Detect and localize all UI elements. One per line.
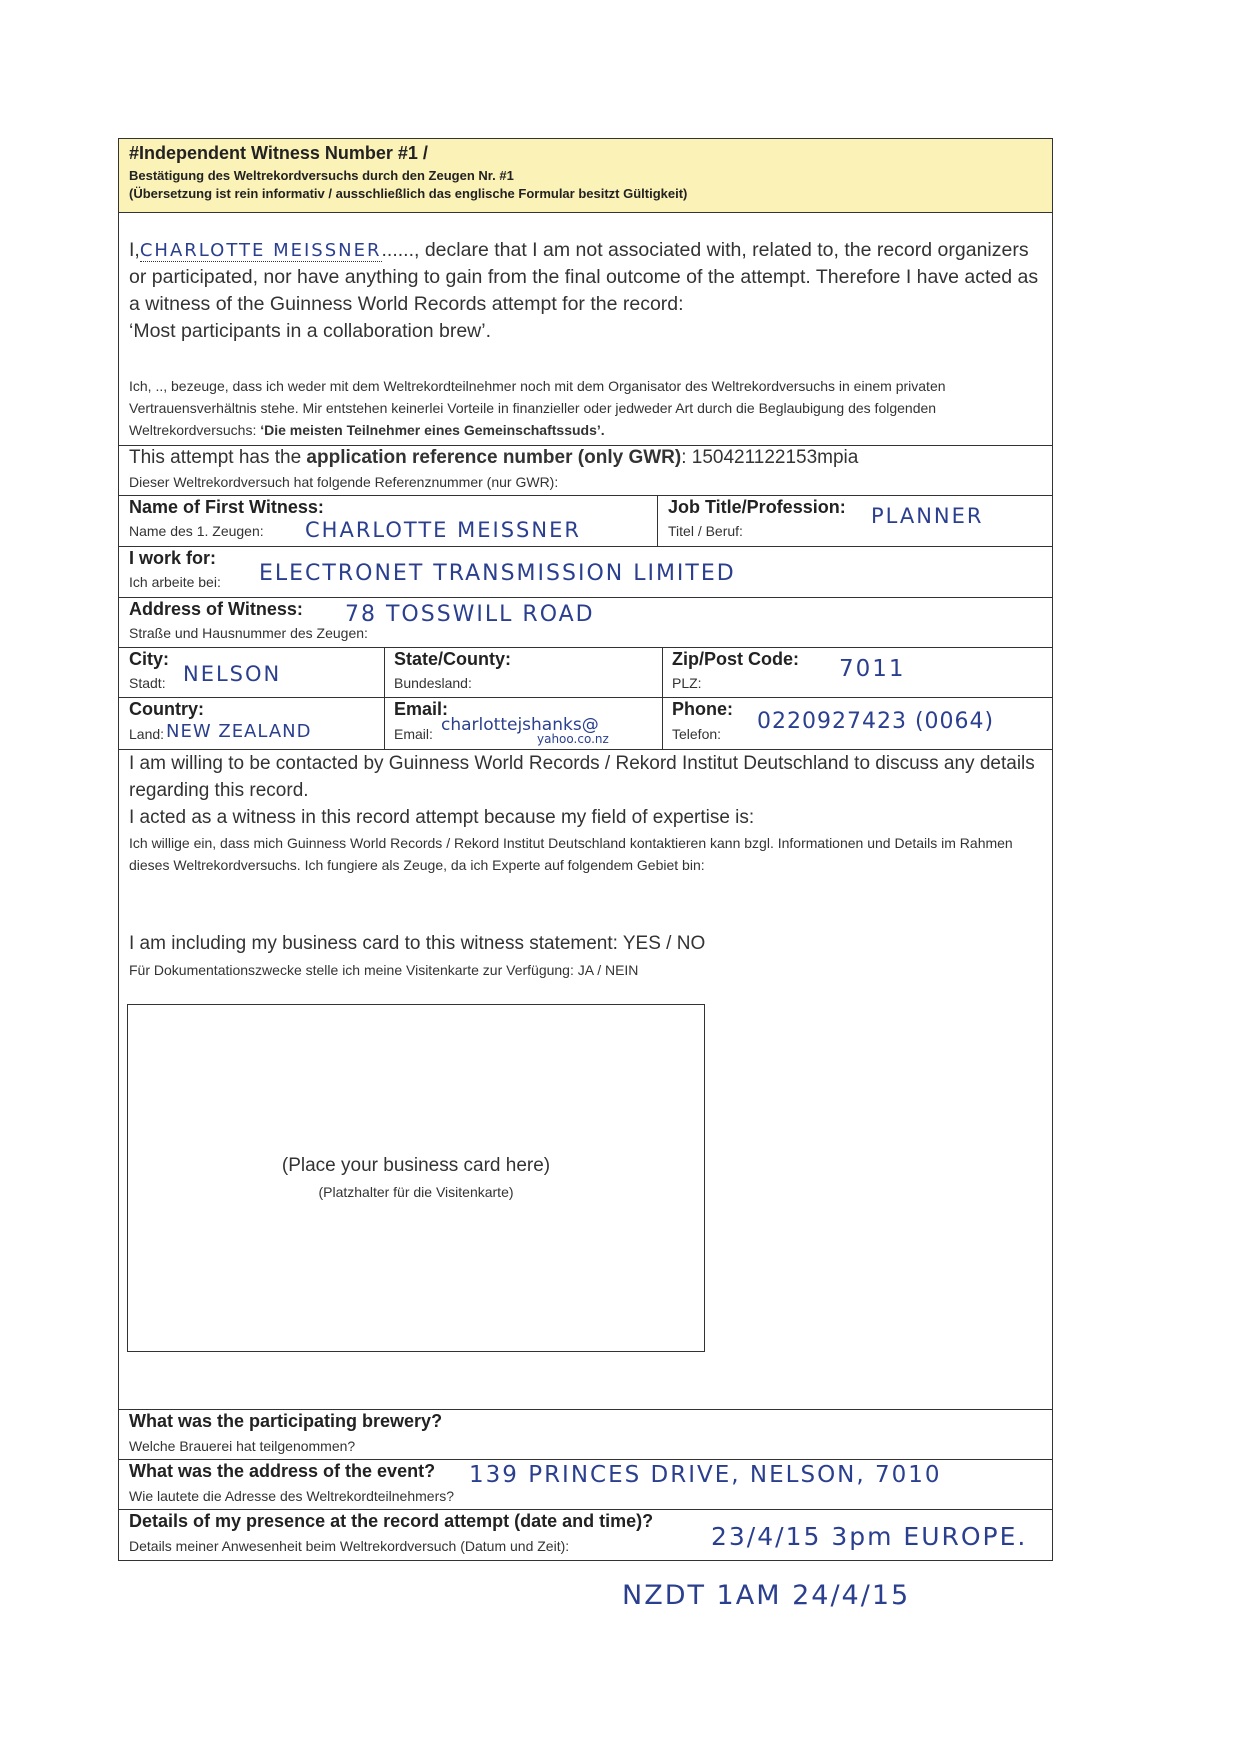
business-card-question-de: Für Dokumentationszwecke stelle ich meine Visitenkarte zur Verfügung: JA / NEIN bbox=[129, 962, 639, 978]
expertise-text: I acted as a witness in this record attempt because my field of expertise is: bbox=[129, 807, 755, 828]
reference-label bbox=[129, 447, 858, 469]
witness-name-label-de: Name des 1. Zeugen: bbox=[129, 523, 264, 539]
business-card-placeholder-text-de: (Platzhalter für die Visitenkarte) bbox=[318, 1184, 514, 1200]
city-value[interactable]: NELSON bbox=[183, 662, 282, 686]
declaration-witness-name[interactable]: CHARLOTTE MEISSNER bbox=[139, 240, 382, 261]
witness-address-value[interactable]: 78 TOSSWILL ROAD bbox=[345, 602, 595, 627]
contact-text-en bbox=[129, 750, 1040, 831]
declaration-text-en bbox=[129, 237, 1040, 345]
business-card-placeholder-text: (Place your business card here) bbox=[281, 1155, 551, 1176]
employer-label-de: Ich arbeite bei: bbox=[129, 574, 221, 590]
brewery-row bbox=[119, 1410, 1052, 1460]
presence-details-label-de: Details meiner Anwesenheit beim Weltrekordversuch (Datum und Zeit): bbox=[129, 1538, 570, 1554]
form-title: #Independent Witness Number #1 / bbox=[129, 143, 428, 163]
zip-value[interactable]: 7011 bbox=[839, 656, 906, 682]
country-label-de: Land: bbox=[129, 726, 165, 742]
record-name-de: ‘Die meisten Teilnehmer eines Gemeinschaftssuds’. bbox=[260, 422, 605, 438]
business-card-placeholder[interactable] bbox=[127, 1004, 705, 1352]
witness-address-label-de: Straße und Hausnummer des Zeugen: bbox=[129, 625, 368, 641]
form-subtitle-de: Bestätigung des Weltrekordversuchs durch den Zeugen Nr. #1 bbox=[129, 168, 514, 183]
contact-consent-text: I am willing to be contacted by Guinness World Records / Rekord Institut Deutschland to discuss any details regarding this record. bbox=[129, 753, 1035, 801]
reference-number[interactable]: 150421122153mpia bbox=[691, 447, 859, 468]
brewery-label-de: Welche Brauerei hat teilgenommen? bbox=[129, 1438, 356, 1454]
form-header bbox=[119, 139, 1052, 213]
divider bbox=[384, 648, 385, 697]
declaration-body-de: Ich, .., bezeuge, dass ich weder mit dem Weltrekordteilnehmer noch mit dem Organisator des Weltrekordversuchs in einem privaten Vertrauensverhältnis stehe. Mir entstehen keinerlei Vorteile in finanzieller oder jedweder Art durch die Beglaubigung des folgenden Weltrekordversuchs: bbox=[129, 378, 946, 438]
zip-label-de: PLZ: bbox=[672, 675, 702, 691]
job-title-label-de: Titel / Beruf: bbox=[668, 523, 743, 539]
state-label-de: Bundesland: bbox=[394, 675, 472, 691]
country-row bbox=[119, 698, 1052, 750]
brewery-label: What was the participating brewery? bbox=[129, 1411, 443, 1431]
event-address-value[interactable]: 139 PRINCES DRIVE, NELSON, 7010 bbox=[469, 1462, 942, 1488]
email-value[interactable]: charlottejshanks@ bbox=[441, 715, 599, 735]
job-title-label: Job Title/Profession: bbox=[668, 497, 846, 517]
presence-details-label: Details of my presence at the record attempt (date and time)? bbox=[129, 1511, 654, 1531]
business-card-question[interactable]: I am including my business card to this witness statement: YES / NO bbox=[129, 933, 706, 954]
declaration-text-de bbox=[129, 375, 1040, 441]
reference-label-end: : bbox=[681, 447, 692, 468]
reference-row bbox=[119, 446, 1052, 496]
country-label: Country: bbox=[129, 699, 204, 719]
reference-label-start: This attempt has the bbox=[129, 447, 307, 468]
city-row bbox=[119, 648, 1052, 698]
event-address-row bbox=[119, 1460, 1052, 1510]
city-label-de: Stadt: bbox=[129, 675, 166, 691]
employer-value[interactable]: ELECTRONET TRANSMISSION LIMITED bbox=[259, 561, 736, 586]
witness-address-row bbox=[119, 598, 1052, 648]
reference-label-de: Dieser Weltrekordversuch hat folgende Referenznummer (nur GWR): bbox=[129, 474, 559, 490]
presence-details-value-continued[interactable]: NZDT 1AM 24/4/15 bbox=[622, 1580, 911, 1611]
reference-label-bold: application reference number (only GWR) bbox=[306, 447, 682, 468]
phone-label: Phone: bbox=[672, 699, 733, 719]
declaration-prefix: I, bbox=[129, 239, 140, 261]
phone-value[interactable]: 0220927423 (0064) bbox=[757, 709, 995, 734]
declaration-body: ......, declare that I am not associated with, related to, the record organizers or participated, nor have anything to gain from the final outcome of the attempt. Therefore I have acted as a witness of the Guinness World Records attempt for the record: bbox=[129, 239, 1039, 315]
witness-name-value[interactable]: CHARLOTTE MEISSNER bbox=[305, 518, 581, 542]
state-label: State/County: bbox=[394, 649, 511, 669]
presence-details-value[interactable]: 23/4/15 3pm EUROPE. bbox=[711, 1522, 1028, 1551]
divider bbox=[384, 698, 385, 749]
divider bbox=[662, 648, 663, 697]
city-label: City: bbox=[129, 649, 169, 669]
divider bbox=[662, 698, 663, 749]
email-label-de: Email: bbox=[394, 726, 433, 742]
phone-label-de: Telefon: bbox=[672, 726, 722, 742]
employer-row bbox=[119, 547, 1052, 598]
witness-form bbox=[118, 138, 1053, 1561]
event-address-label-de: Wie lautete die Adresse des Weltrekordteilnehmers? bbox=[129, 1488, 455, 1504]
record-name: ‘Most participants in a collaboration brew’. bbox=[129, 320, 492, 342]
presence-details-row bbox=[119, 1510, 1052, 1560]
job-title-value[interactable]: PLANNER bbox=[871, 504, 984, 528]
witness-name-label: Name of First Witness: bbox=[129, 497, 324, 517]
country-value[interactable]: NEW ZEALAND bbox=[166, 721, 312, 742]
witness-address-label: Address of Witness: bbox=[129, 599, 303, 619]
employer-label: I work for: bbox=[129, 548, 217, 568]
zip-label: Zip/Post Code: bbox=[672, 649, 799, 669]
form-translation-note: (Übersetzung ist rein informativ / ausschließlich das englische Formular besitzt Gültigkeit) bbox=[129, 186, 688, 201]
contact-section bbox=[119, 750, 1052, 1410]
email-value-domain[interactable]: yahoo.co.nz bbox=[537, 732, 609, 746]
witness-name-row bbox=[119, 496, 1052, 547]
email-label: Email: bbox=[394, 699, 449, 719]
divider bbox=[657, 496, 658, 546]
declaration-section bbox=[119, 213, 1052, 446]
event-address-label: What was the address of the event? bbox=[129, 1461, 436, 1481]
contact-text-de: Ich willige ein, dass mich Guinness World Records / Rekord Institut Deutschland kontaktieren kann bzgl. Informationen und Details im Rahmen dieses Weltrekordversuchs. Ich fungiere als Zeuge, da ich Experte auf folgendem Gebiet bin: bbox=[129, 835, 1013, 873]
